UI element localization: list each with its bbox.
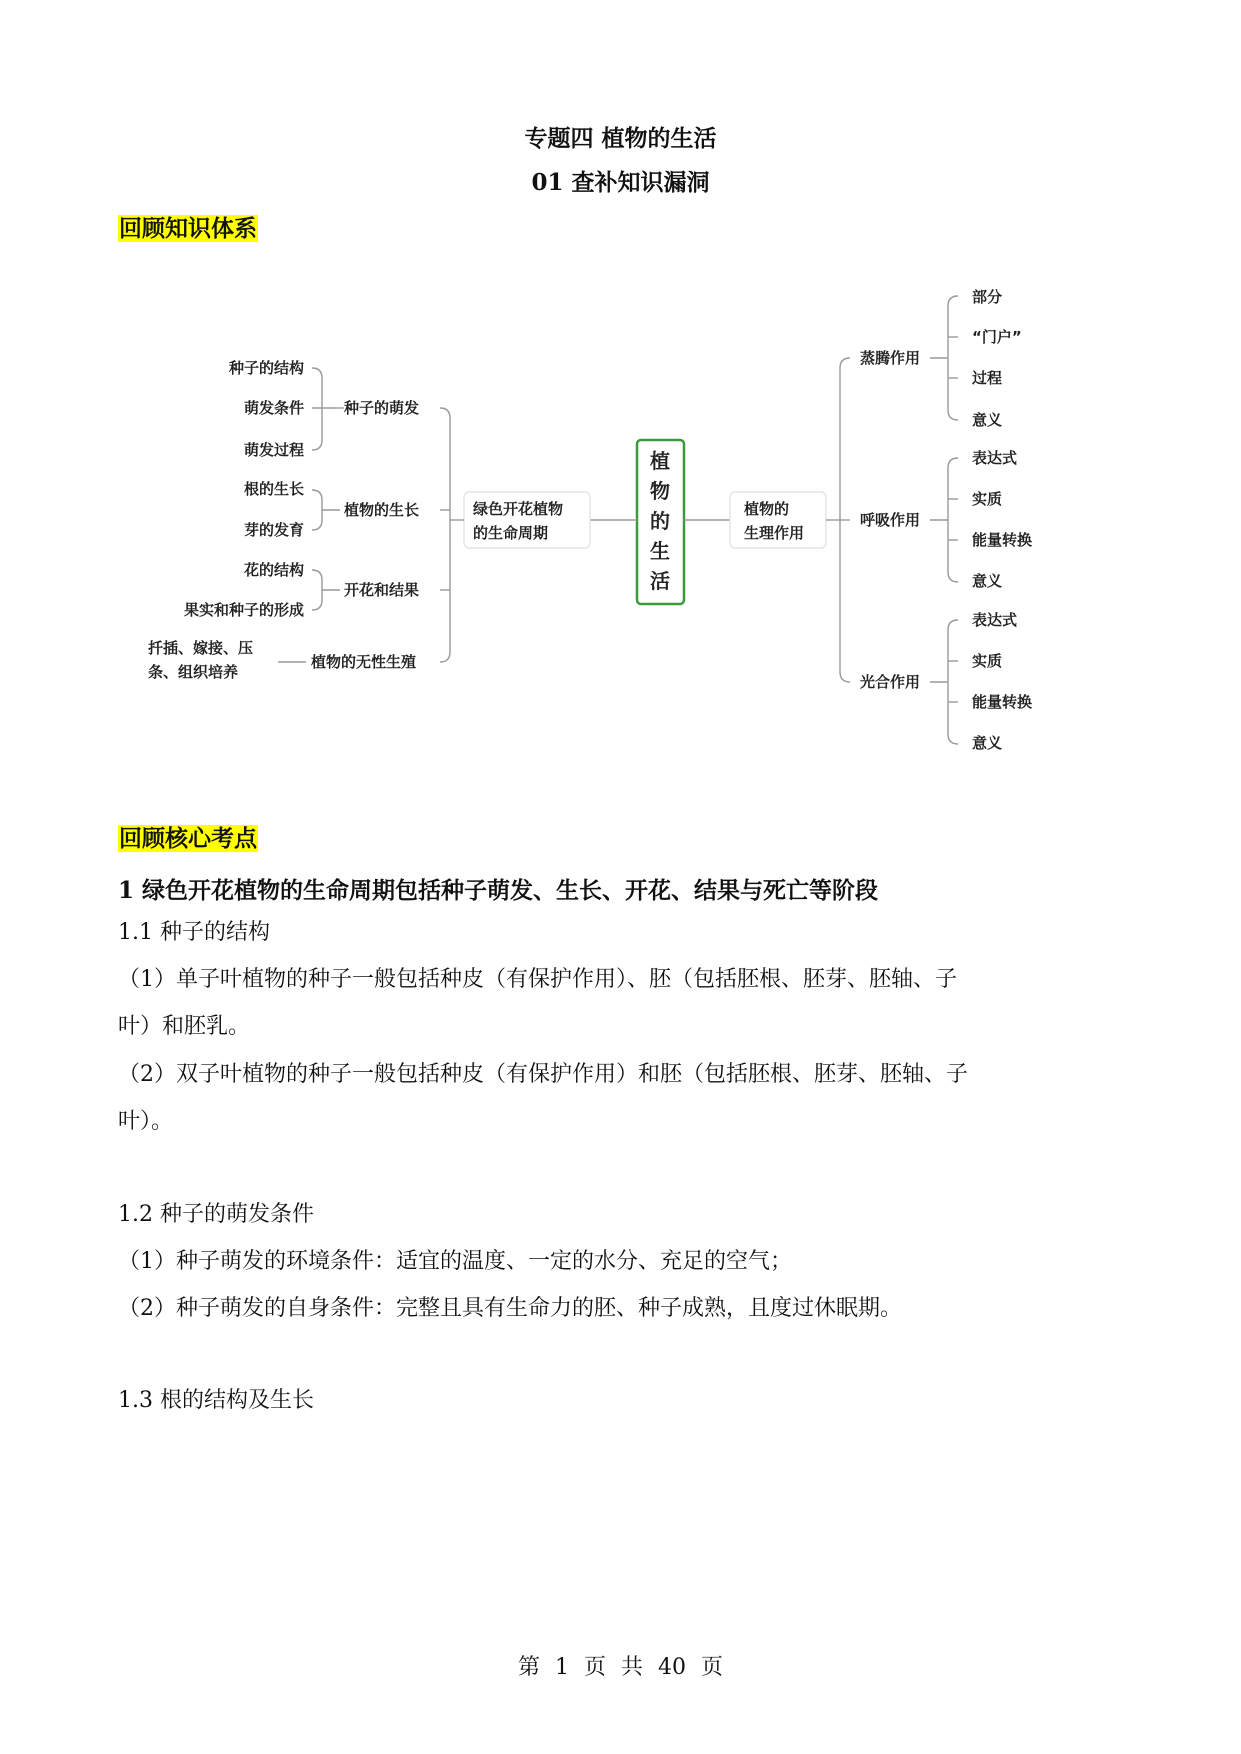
paragraph: （2）种子萌发的自身条件：完整且具有生命力的胚、种子成熟，且度过休眠期。 <box>118 1296 902 1321</box>
subheading: 1.3 根的结构及生长 <box>118 1388 314 1413</box>
section-label-text: 回顾核心考点 <box>119 825 257 852</box>
leaf-label: 意义 <box>972 411 1003 429</box>
leaf-label: 扦插、嫁接、压 <box>148 639 254 657</box>
section-label-knowledge-system <box>118 215 258 243</box>
subheading: 1.1 种子的结构 <box>118 920 270 945</box>
left-root-label: 绿色开花植物 <box>473 500 564 518</box>
center-node-char: 物 <box>650 479 670 503</box>
leaf-label: 实质 <box>972 652 1003 670</box>
paragraph: 叶）和胚乳。 <box>118 1014 251 1039</box>
center-node-char: 活 <box>650 569 670 593</box>
right-branch-label: 蒸腾作用 <box>860 349 921 367</box>
leaf-label: 萌发过程 <box>243 441 304 459</box>
left-branch-label: 植物的生长 <box>344 501 420 519</box>
leaf-label: 能量转换 <box>972 693 1033 711</box>
leaf-label: 意义 <box>972 734 1003 752</box>
leaf-label: 部分 <box>972 288 1003 306</box>
mind-map <box>0 260 1241 780</box>
paragraph: （2）双子叶植物的种子一般包括种皮（有保护作用）和胚（包括胚根、胚芽、胚轴、子 <box>118 1062 968 1087</box>
right-root-label: 植物的 <box>744 500 790 518</box>
page-subtitle: 01 查补知识漏洞 <box>531 169 710 196</box>
paragraph: （1）单子叶植物的种子一般包括种皮（有保护作用）、胚（包括胚根、胚芽、胚轴、子 <box>118 967 957 992</box>
leaf-label: 果实和种子的形成 <box>183 601 304 619</box>
leaf-label: 芽的发育 <box>243 521 304 539</box>
leaf-label: 根的生长 <box>243 480 304 498</box>
paragraph: 叶）。 <box>118 1109 174 1134</box>
right-branch-label: 呼吸作用 <box>860 511 921 529</box>
center-node-char: 的 <box>650 509 670 533</box>
leaf-label: 实质 <box>972 490 1003 508</box>
leaf-label: 萌发条件 <box>243 399 304 417</box>
leaf-label: “门户” <box>972 328 1022 346</box>
page-footer: 第 1 页 共 40 页 <box>518 1655 723 1680</box>
section-label-text: 回顾知识体系 <box>119 215 257 242</box>
left-branch-label: 植物的无性生殖 <box>311 653 417 671</box>
leaf-label: 能量转换 <box>972 531 1033 549</box>
paragraph: （1）种子萌发的环境条件：适宜的温度、一定的水分、充足的空气； <box>118 1249 792 1274</box>
right-root-label: 生理作用 <box>744 524 805 542</box>
center-node-char: 生 <box>650 539 670 563</box>
page-title: 专题四 植物的生活 <box>524 125 717 152</box>
leaf-label: 花的结构 <box>243 561 304 579</box>
leaf-label: 表达式 <box>972 449 1018 467</box>
left-branch-label: 种子的萌发 <box>344 399 420 417</box>
leaf-label: 意义 <box>972 572 1003 590</box>
subheading: 1.2 种子的萌发条件 <box>118 1202 314 1227</box>
left-root-label: 的生命周期 <box>473 524 549 542</box>
heading-1: 1 绿色开花植物的生命周期包括种子萌发、生长、开花、结果与死亡等阶段 <box>118 877 879 904</box>
leaf-label: 过程 <box>972 369 1003 387</box>
center-node-char: 植 <box>650 449 670 473</box>
leaf-label: 种子的结构 <box>228 359 304 377</box>
leaf-label: 表达式 <box>972 611 1018 629</box>
section-label-core-points <box>118 825 258 853</box>
left-branch-label: 开花和结果 <box>344 581 420 599</box>
right-branch-label: 光合作用 <box>860 673 921 691</box>
leaf-label: 条、组织培养 <box>148 663 239 681</box>
